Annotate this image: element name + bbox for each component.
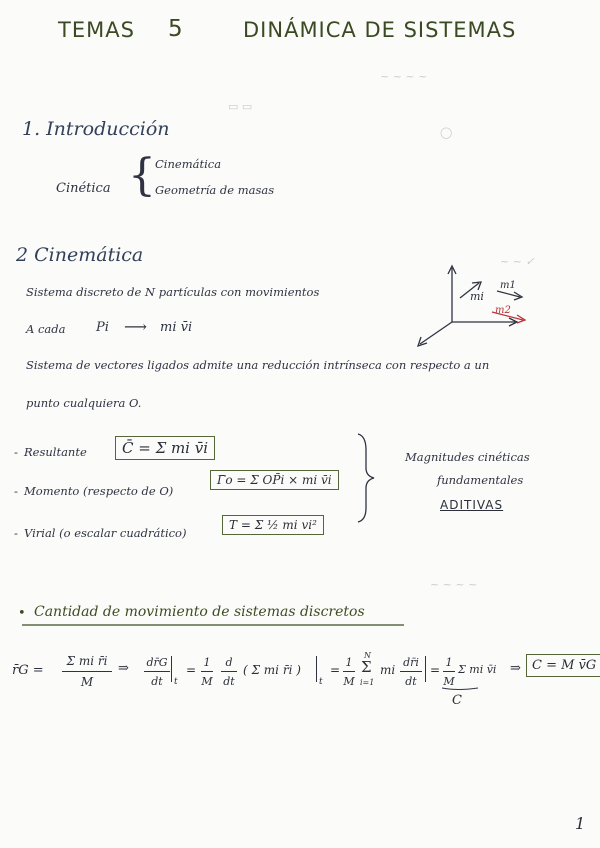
page-number: 1 xyxy=(575,814,586,833)
section1-heading: 1. Introducción xyxy=(22,118,170,140)
header-number: 5 xyxy=(168,16,184,42)
section1-item-1: Cinemática xyxy=(155,157,222,171)
eq-implies-1: ⇒ xyxy=(118,661,129,676)
row-label-virial: Virial (o escalar cuadrático) xyxy=(24,526,187,540)
eq-one-num-2: 1 xyxy=(345,656,353,669)
eq-frac-num: Σ mi r̄i xyxy=(66,654,108,668)
eq-eval-bar-2 xyxy=(316,656,317,682)
section2-line1: Sistema discreto de N partículas con movimientos xyxy=(26,285,320,299)
arrow-right-icon: ⟶ xyxy=(124,317,147,336)
formula-box-virial: T = Σ ½ mi vi² xyxy=(222,515,324,535)
section3-bullet: • xyxy=(18,606,26,621)
eq-implies-2: ⇒ xyxy=(510,661,521,676)
eq-eval-2: t xyxy=(319,677,323,687)
diagram-label-m1: m1 xyxy=(500,280,516,291)
eq-one-bar-3 xyxy=(443,671,455,672)
eq-one-den-2: M xyxy=(343,675,355,688)
eq-one-bar xyxy=(201,671,213,672)
side-note-line1: Magnitudes cinéticas xyxy=(405,450,530,464)
section2-line2-to: mi v̄i xyxy=(160,320,193,335)
row-label-momento: Momento (respecto de O) xyxy=(24,484,174,498)
eq-paren: ( Σ mi r̄i ) xyxy=(243,663,301,677)
eq-sum-top: N xyxy=(364,651,371,660)
section2-line4: punto cualquiera O. xyxy=(26,396,142,410)
bleed-through-mark: ~ ~ ~ ~ xyxy=(430,578,478,591)
section3-heading: Cantidad de movimiento de sistemas discretos xyxy=(34,604,365,620)
diagram-label-m2: m2 xyxy=(495,305,511,316)
section2-line2-prefix: A cada xyxy=(26,322,66,336)
section1-term: Cinética xyxy=(56,181,111,196)
header-title: DINÁMICA DE SISTEMAS xyxy=(243,18,517,42)
eq-lhs: r̄G = xyxy=(12,663,44,678)
row-bullet: - xyxy=(14,526,18,540)
eq-ddt-num: d xyxy=(225,656,233,669)
eq-d-bar xyxy=(144,671,170,672)
eq-frac-den: M xyxy=(80,675,94,689)
formula-box-resultante: C̄ = Σ mi v̄i xyxy=(115,436,215,460)
eq-one-bar-2 xyxy=(343,671,355,672)
eq-frac-bar xyxy=(62,671,112,672)
eq-one-num: 1 xyxy=(203,656,211,669)
row-bullet: - xyxy=(14,484,18,498)
section1-brace: { xyxy=(128,150,156,201)
eq-dri-bar xyxy=(400,671,422,672)
eq-one-den-3: M xyxy=(443,675,455,688)
eq-equals-1: = xyxy=(186,663,197,677)
bleed-through-mark: ▭ ▭ xyxy=(228,100,253,113)
side-note-line2: fundamentales xyxy=(437,473,524,487)
diagram-label-mi: mi xyxy=(470,290,484,303)
eq-ddt-bar xyxy=(221,671,237,672)
result-box: C = M v̄G xyxy=(526,654,600,677)
header-topic: TEMAS xyxy=(58,18,135,42)
section2-line3: Sistema de vectores ligados admite una reducción intrínseca con respecto a un xyxy=(26,358,490,372)
row-label-resultante: Resultante xyxy=(24,445,87,459)
side-note-aditivas: ADITIVAS xyxy=(440,498,504,512)
bleed-through-mark: ~ ~ ✓ xyxy=(500,255,535,268)
eq-equals-3: = xyxy=(430,663,441,677)
eq-d-den: dt xyxy=(151,675,163,688)
eq-sum-bot: i=1 xyxy=(360,678,375,687)
formula-box-momento: Γ̄o = Σ OP̄i × mi v̄i xyxy=(210,470,339,490)
eq-eval-bar xyxy=(171,656,172,682)
eq-sum-body: mi xyxy=(380,663,396,677)
eq-eval-bar-3 xyxy=(425,656,426,682)
bleed-through-mark: ◯ xyxy=(440,126,453,139)
eq-dri-den: dt xyxy=(405,675,417,688)
eq-c-label: C xyxy=(452,693,462,708)
eq-one-den: M xyxy=(201,675,213,688)
bleed-through-mark: ~ ~ ~ ~ xyxy=(380,70,428,83)
eq-last: Σ mi v̄i xyxy=(458,663,497,676)
eq-sum-sign: Σ xyxy=(361,658,372,676)
eq-dri-num: dr̄i xyxy=(403,656,419,669)
section2-line2-from: Pi xyxy=(96,320,109,335)
eq-one-num-3: 1 xyxy=(445,656,453,669)
row-bullet: - xyxy=(14,445,18,459)
eq-eval: t xyxy=(174,677,178,687)
section1-item-2: Geometría de masas xyxy=(155,183,275,197)
eq-d-num: dr̄G xyxy=(146,656,168,669)
eq-equals-2: = xyxy=(330,663,341,677)
section2-heading: 2 Cinemática xyxy=(16,244,144,266)
eq-ddt-den: dt xyxy=(223,675,235,688)
